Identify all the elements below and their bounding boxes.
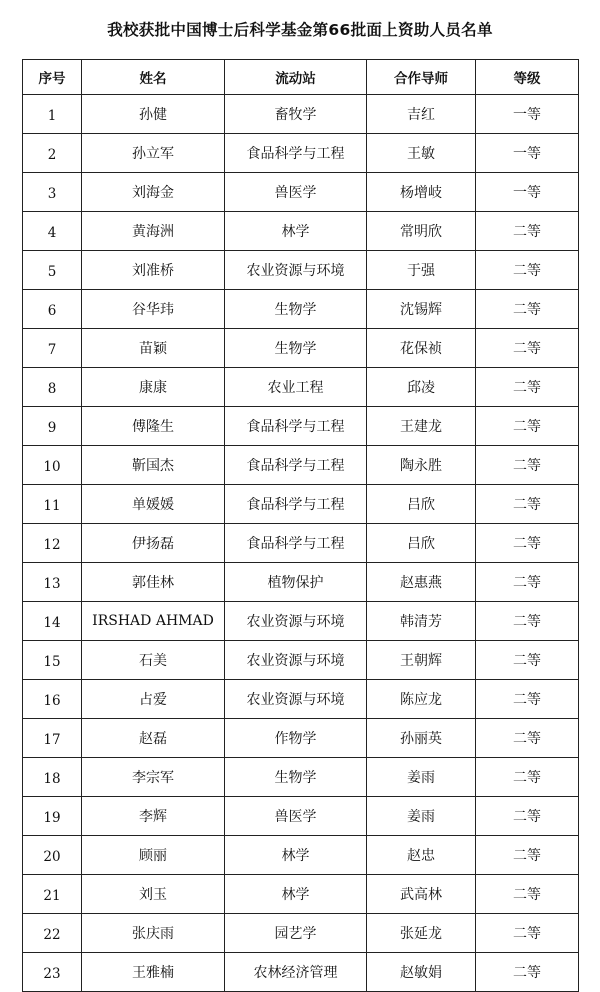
cell-name: 孙立军 bbox=[82, 134, 225, 173]
cell-seq: 18 bbox=[23, 758, 82, 797]
cell-seq: 13 bbox=[23, 563, 82, 602]
cell-name: 郭佳林 bbox=[82, 563, 225, 602]
cell-station: 农业资源与环境 bbox=[225, 602, 367, 641]
cell-name: 李宗军 bbox=[82, 758, 225, 797]
cell-advisor: 王敏 bbox=[367, 134, 476, 173]
cell-advisor: 邱凌 bbox=[367, 368, 476, 407]
column-header-grade: 等级 bbox=[476, 60, 579, 95]
cell-station: 食品科学与工程 bbox=[225, 134, 367, 173]
cell-station: 食品科学与工程 bbox=[225, 485, 367, 524]
cell-station: 农业资源与环境 bbox=[225, 680, 367, 719]
table-row bbox=[23, 914, 579, 953]
cell-name: 苗颖 bbox=[82, 329, 225, 368]
cell-station: 生物学 bbox=[225, 329, 367, 368]
column-header-name: 姓名 bbox=[82, 60, 225, 95]
cell-grade: 二等 bbox=[476, 602, 579, 641]
table-row bbox=[23, 446, 579, 485]
cell-grade: 二等 bbox=[476, 524, 579, 563]
cell-advisor: 花保祯 bbox=[367, 329, 476, 368]
cell-seq: 15 bbox=[23, 641, 82, 680]
cell-station: 作物学 bbox=[225, 719, 367, 758]
cell-grade: 二等 bbox=[476, 368, 579, 407]
cell-station: 农业资源与环境 bbox=[225, 641, 367, 680]
table-row bbox=[23, 563, 579, 602]
cell-name: 顾丽 bbox=[82, 836, 225, 875]
cell-advisor: 赵惠燕 bbox=[367, 563, 476, 602]
cell-station: 农业工程 bbox=[225, 368, 367, 407]
cell-grade: 二等 bbox=[476, 446, 579, 485]
cell-grade: 二等 bbox=[476, 875, 579, 914]
table-header-row bbox=[23, 60, 579, 95]
cell-station: 林学 bbox=[225, 875, 367, 914]
cell-station: 农业资源与环境 bbox=[225, 251, 367, 290]
table-row bbox=[23, 290, 579, 329]
table-row bbox=[23, 173, 579, 212]
cell-station: 林学 bbox=[225, 836, 367, 875]
cell-name: 张庆雨 bbox=[82, 914, 225, 953]
cell-seq: 9 bbox=[23, 407, 82, 446]
cell-seq: 3 bbox=[23, 173, 82, 212]
cell-advisor: 姜雨 bbox=[367, 758, 476, 797]
cell-grade: 二等 bbox=[476, 680, 579, 719]
table-row bbox=[23, 680, 579, 719]
cell-advisor: 吉红 bbox=[367, 95, 476, 134]
cell-grade: 二等 bbox=[476, 836, 579, 875]
cell-grade: 二等 bbox=[476, 485, 579, 524]
cell-seq: 8 bbox=[23, 368, 82, 407]
cell-advisor: 武高林 bbox=[367, 875, 476, 914]
cell-station: 兽医学 bbox=[225, 173, 367, 212]
table-row bbox=[23, 251, 579, 290]
table-row bbox=[23, 134, 579, 173]
cell-grade: 一等 bbox=[476, 173, 579, 212]
cell-advisor: 王朝辉 bbox=[367, 641, 476, 680]
cell-station: 兽医学 bbox=[225, 797, 367, 836]
cell-advisor: 陶永胜 bbox=[367, 446, 476, 485]
cell-advisor: 孙丽英 bbox=[367, 719, 476, 758]
cell-grade: 二等 bbox=[476, 758, 579, 797]
cell-grade: 二等 bbox=[476, 212, 579, 251]
cell-advisor: 沈锡辉 bbox=[367, 290, 476, 329]
cell-name: 傅隆生 bbox=[82, 407, 225, 446]
cell-advisor: 于强 bbox=[367, 251, 476, 290]
cell-name: 谷华玮 bbox=[82, 290, 225, 329]
cell-station: 植物保护 bbox=[225, 563, 367, 602]
page-title: 我校获批中国博士后科学基金第66批面上资助人员名单 bbox=[107, 21, 493, 39]
cell-grade: 二等 bbox=[476, 407, 579, 446]
cell-name: IRSHAD AHMAD bbox=[82, 602, 225, 641]
cell-advisor: 吕欣 bbox=[367, 485, 476, 524]
cell-seq: 7 bbox=[23, 329, 82, 368]
cell-seq: 4 bbox=[23, 212, 82, 251]
table-row bbox=[23, 602, 579, 641]
table-row bbox=[23, 329, 579, 368]
cell-advisor: 韩清芳 bbox=[367, 602, 476, 641]
funding-recipients-table bbox=[22, 59, 579, 992]
cell-seq: 21 bbox=[23, 875, 82, 914]
cell-seq: 16 bbox=[23, 680, 82, 719]
table-row bbox=[23, 797, 579, 836]
cell-seq: 19 bbox=[23, 797, 82, 836]
cell-grade: 二等 bbox=[476, 797, 579, 836]
cell-grade: 一等 bbox=[476, 134, 579, 173]
cell-name: 孙健 bbox=[82, 95, 225, 134]
cell-advisor: 张延龙 bbox=[367, 914, 476, 953]
table-row bbox=[23, 875, 579, 914]
cell-seq: 20 bbox=[23, 836, 82, 875]
cell-grade: 二等 bbox=[476, 719, 579, 758]
cell-station: 食品科学与工程 bbox=[225, 446, 367, 485]
table-row bbox=[23, 485, 579, 524]
cell-station: 生物学 bbox=[225, 290, 367, 329]
cell-seq: 22 bbox=[23, 914, 82, 953]
cell-grade: 二等 bbox=[476, 329, 579, 368]
cell-name: 黄海洲 bbox=[82, 212, 225, 251]
table-row bbox=[23, 758, 579, 797]
cell-advisor: 赵敏娟 bbox=[367, 953, 476, 992]
cell-name: 李辉 bbox=[82, 797, 225, 836]
cell-name: 伊扬磊 bbox=[82, 524, 225, 563]
cell-seq: 11 bbox=[23, 485, 82, 524]
cell-name: 单媛媛 bbox=[82, 485, 225, 524]
table-row bbox=[23, 407, 579, 446]
cell-station: 农林经济管理 bbox=[225, 953, 367, 992]
cell-grade: 二等 bbox=[476, 914, 579, 953]
cell-grade: 二等 bbox=[476, 251, 579, 290]
table-row bbox=[23, 719, 579, 758]
cell-advisor: 王建龙 bbox=[367, 407, 476, 446]
table-row bbox=[23, 368, 579, 407]
cell-seq: 1 bbox=[23, 95, 82, 134]
cell-grade: 二等 bbox=[476, 641, 579, 680]
cell-seq: 23 bbox=[23, 953, 82, 992]
cell-name: 石美 bbox=[82, 641, 225, 680]
cell-station: 食品科学与工程 bbox=[225, 407, 367, 446]
column-header-seq: 序号 bbox=[23, 60, 82, 95]
cell-name: 靳国杰 bbox=[82, 446, 225, 485]
table-row bbox=[23, 836, 579, 875]
cell-seq: 17 bbox=[23, 719, 82, 758]
cell-grade: 二等 bbox=[476, 563, 579, 602]
table-row bbox=[23, 95, 579, 134]
cell-advisor: 吕欣 bbox=[367, 524, 476, 563]
table-row bbox=[23, 641, 579, 680]
cell-name: 刘玉 bbox=[82, 875, 225, 914]
cell-name: 王雅楠 bbox=[82, 953, 225, 992]
cell-advisor: 杨增岐 bbox=[367, 173, 476, 212]
cell-seq: 12 bbox=[23, 524, 82, 563]
cell-station: 畜牧学 bbox=[225, 95, 367, 134]
column-header-station: 流动站 bbox=[225, 60, 367, 95]
table-row bbox=[23, 212, 579, 251]
cell-advisor: 陈应龙 bbox=[367, 680, 476, 719]
cell-grade: 二等 bbox=[476, 290, 579, 329]
table-row bbox=[23, 953, 579, 992]
cell-name: 刘海金 bbox=[82, 173, 225, 212]
cell-seq: 5 bbox=[23, 251, 82, 290]
cell-station: 园艺学 bbox=[225, 914, 367, 953]
cell-advisor: 常明欣 bbox=[367, 212, 476, 251]
cell-station: 生物学 bbox=[225, 758, 367, 797]
cell-station: 食品科学与工程 bbox=[225, 524, 367, 563]
cell-seq: 14 bbox=[23, 602, 82, 641]
cell-grade: 一等 bbox=[476, 95, 579, 134]
cell-advisor: 赵忠 bbox=[367, 836, 476, 875]
column-header-advisor: 合作导师 bbox=[367, 60, 476, 95]
cell-name: 赵磊 bbox=[82, 719, 225, 758]
cell-name: 占爱 bbox=[82, 680, 225, 719]
cell-name: 康康 bbox=[82, 368, 225, 407]
cell-grade: 二等 bbox=[476, 953, 579, 992]
cell-name: 刘准桥 bbox=[82, 251, 225, 290]
cell-seq: 10 bbox=[23, 446, 82, 485]
cell-seq: 6 bbox=[23, 290, 82, 329]
cell-advisor: 姜雨 bbox=[367, 797, 476, 836]
cell-station: 林学 bbox=[225, 212, 367, 251]
cell-seq: 2 bbox=[23, 134, 82, 173]
table-body bbox=[23, 95, 579, 992]
table-row bbox=[23, 524, 579, 563]
